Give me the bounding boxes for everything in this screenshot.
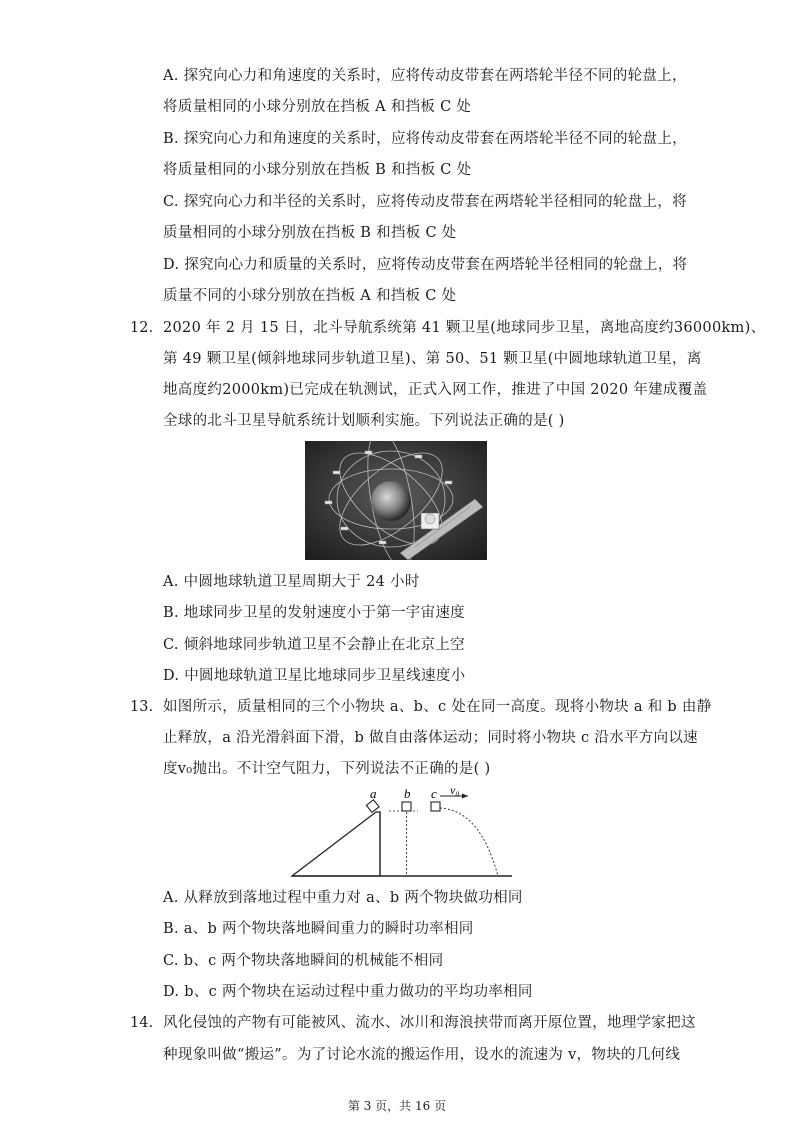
q13-option-c: C. b、c 两个物块落地瞬间的机械能不相同: [163, 953, 444, 969]
label-a: a: [370, 786, 377, 801]
q13-stem-line2: 止释放，a 沿光滑斜面下滑，b 做自由落体运动；同时将小物块 c 沿水平方向以速: [163, 730, 698, 746]
q14-number: 14.: [130, 1015, 154, 1031]
incline-plane: [292, 812, 380, 876]
label-b: b: [404, 786, 411, 801]
q11-option-c-line1: C. 探究向心力和半径的关系时，应将传动皮带套在两塔轮半径相同的轮盘上，将: [163, 194, 687, 210]
q11-option-a-line1: A. 探究向心力和角速度的关系时，应将传动皮带套在两塔轮半径不同的轮盘上，: [163, 68, 687, 84]
label-v0: v₀: [450, 784, 460, 797]
q11-option-b-line2: 将质量相同的小球分别放在挡板 B 和挡板 C 处: [163, 162, 472, 178]
q12-stem-line1: 2020 年 2 月 15 日，北斗导航系统第 41 颗卫星(地球同步卫星，离地高度约36000km)、: [163, 320, 766, 336]
block-c: [431, 802, 440, 811]
q11-option-d-line1: D. 探究向心力和质量的关系时，应将传动皮带套在两塔轮半径相同的轮盘上，将: [163, 257, 688, 273]
q12-stem-line3: 地高度约2000km)已完成在轨测试，正式入网工作，推进了中国 2020 年建成覆盖: [163, 382, 708, 398]
q13-stem-line1: 如图所示，质量相同的三个小物块 a、b、c 处在同一高度。现将小物块 a 和 b 由静: [163, 699, 712, 715]
q11-option-b-line1: B. 探究向心力和角速度的关系时，应将传动皮带套在两塔轮半径不同的轮盘上，: [163, 131, 687, 147]
q13-option-b: B. a、b 两个物块落地瞬间重力的瞬时功率相同: [163, 921, 474, 937]
q12-option-b: B. 地球同步卫星的发射速度小于第一宇宙速度: [163, 605, 465, 621]
q12-stem-line2: 第 49 颗卫星(倾斜地球同步轨道卫星)、第 50、51 颗卫星(中圆地球轨道卫星，离: [163, 351, 702, 367]
q12-option-d: D. 中圆地球轨道卫星比地球同步卫星线速度小: [163, 668, 466, 684]
q12-number: 12.: [130, 320, 154, 336]
block-b: [402, 802, 411, 811]
q13-option-d: D. b、c 两个物块在运动过程中重力做功的平均功率相同: [163, 984, 533, 1000]
q13-number: 13.: [130, 699, 154, 715]
incline-projectile-figure: [290, 784, 515, 880]
q14-stem-line1: 风化侵蚀的产物有可能被风、流水、冰川和海浪挟带而离开原位置，地理学家把这: [163, 1015, 696, 1031]
q11-option-d-line2: 质量不同的小球分别放在挡板 A 和挡板 C 处: [163, 288, 457, 304]
label-c: c: [431, 786, 437, 801]
block-a: [366, 800, 379, 813]
page-footer: 第 3 页，共 16 页: [347, 1099, 447, 1113]
q14-stem-line2: 种现象叫做“搬运”。为了讨论水流的搬运作用，设水的流速为 v，物块的几何线: [163, 1047, 681, 1063]
q12-option-c: C. 倾斜地球同步轨道卫星不会静止在北京上空: [163, 637, 465, 653]
q11-option-c-line2: 质量相同的小球分别放在挡板 B 和挡板 C 处: [163, 225, 457, 241]
q12-stem-line4: 全球的北斗卫星导航系统计划顺利实施。下列说法正确的是( ): [163, 413, 565, 429]
satellite-orbit-image: [305, 441, 487, 560]
q13-stem-line3: 度v₀抛出。不计空气阻力，下列说法不正确的是( ): [163, 761, 491, 777]
q12-option-a: A. 中圆地球轨道卫星周期大于 24 小时: [163, 574, 420, 590]
q13-option-a: A. 从释放到落地过程中重力对 a、b 两个物块做功相同: [163, 890, 523, 906]
q11-option-a-line2: 将质量相同的小球分别放在挡板 A 和挡板 C 处: [163, 99, 472, 115]
c-trajectory: [440, 808, 498, 876]
